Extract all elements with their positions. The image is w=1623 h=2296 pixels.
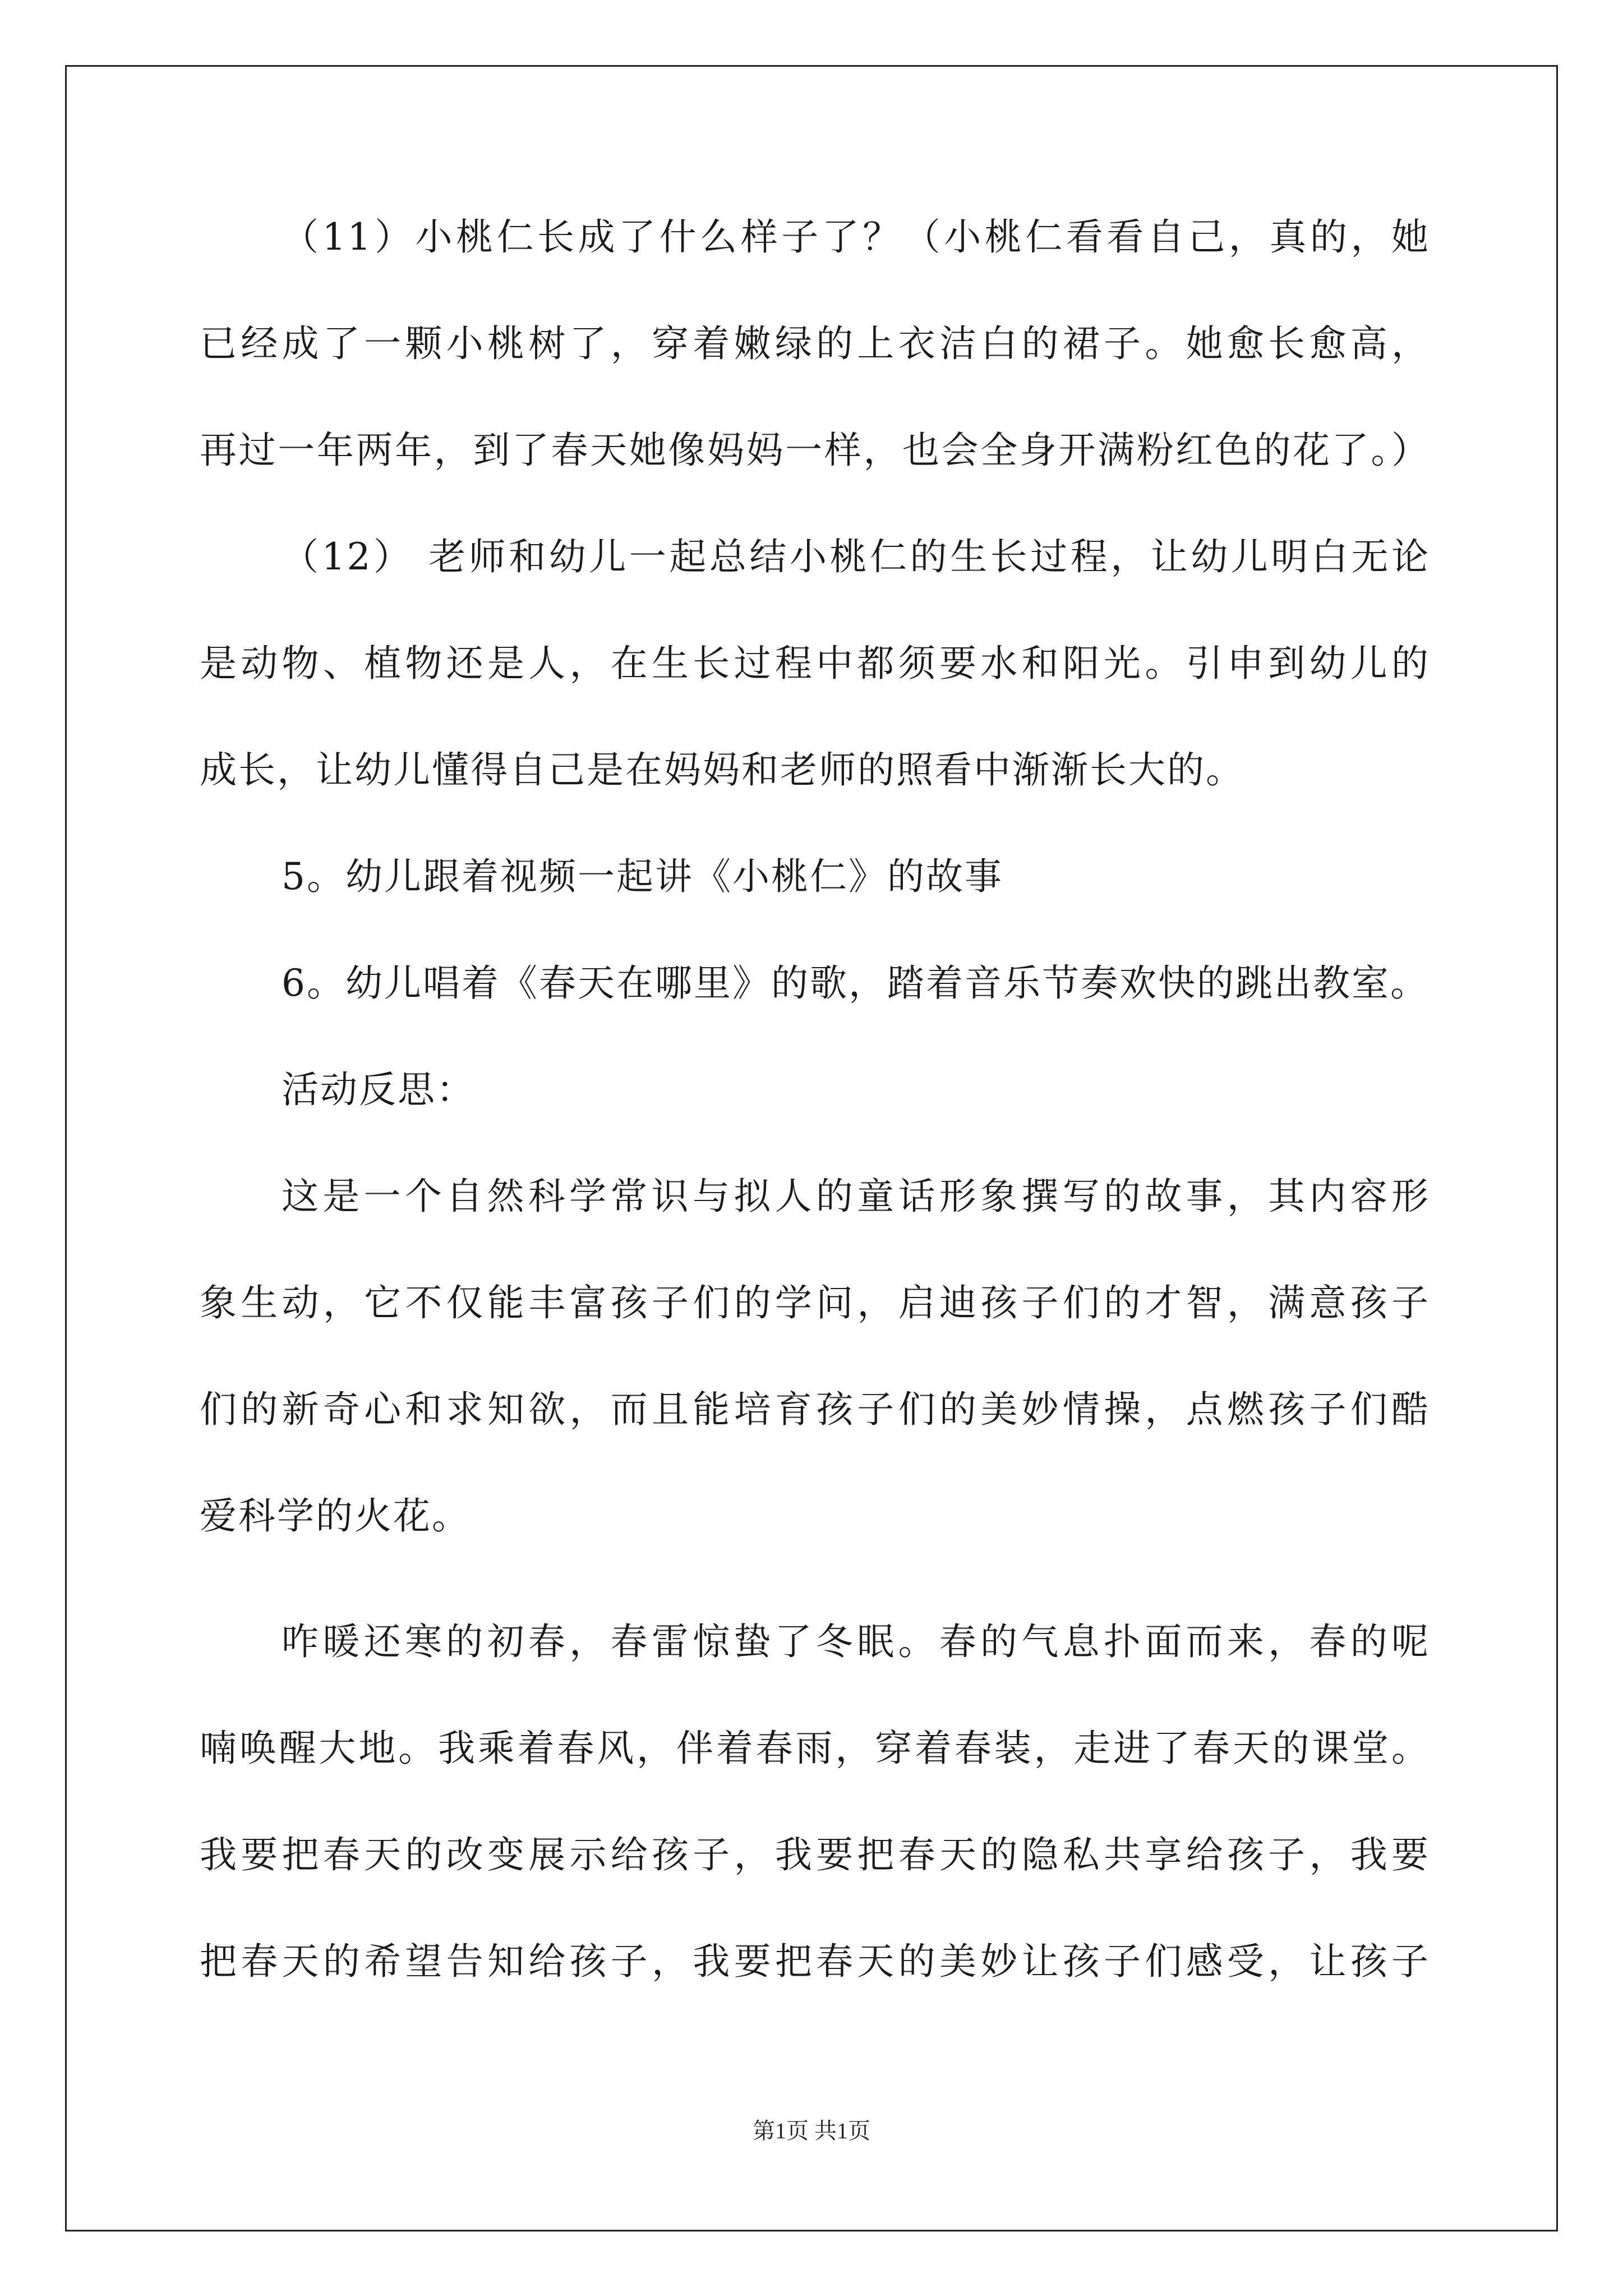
body-line: 成长，让幼儿懂得自己是在妈妈和老师的照看中渐渐长大的。 [200, 748, 1244, 792]
body-line: 们的新奇心和求知欲，而且能培育孩子们的美妙情操，点燃孩子们酷 [200, 1388, 1430, 1431]
section-heading: 活动反思： [282, 1068, 475, 1111]
body-line: 喃唤醒大地。我乘着春风，伴着春雨，穿着春装，走进了春天的课堂。 [200, 1727, 1430, 1770]
body-line: 是动物、植物还是人，在生长过程中都须要水和阳光。引申到幼儿的 [200, 642, 1430, 685]
body-line: 再过一年两年，到了春天她像妈妈一样，也会全身开满粉红色的花了。） [200, 429, 1430, 472]
body-line: （12） 老师和幼儿一起总结小桃仁的生长过程，让幼儿明白无论 [282, 535, 1430, 578]
body-line: 咋暖还寒的初春，春雷惊蛰了冬眠。春的气息扑面而来，春的呢 [282, 1620, 1430, 1663]
body-line: 象生动，它不仅能丰富孩子们的学问，启迪孩子们的才智，满意孩子 [200, 1281, 1430, 1324]
body-line: 5。幼儿跟着视频一起讲《小桃仁》的故事 [282, 855, 1003, 898]
body-line: 已经成了一颗小桃树了，穿着嫩绿的上衣洁白的裙子。她愈长愈高， [200, 322, 1430, 365]
body-line: 我要把春天的改变展示给孩子，我要把春天的隐私共享给孩子，我要 [200, 1833, 1430, 1876]
body-line: （11）小桃仁长成了什么样子了？（小桃仁看看自己，真的，她 [282, 215, 1430, 259]
body-line: 把春天的希望告知给孩子，我要把春天的美妙让孩子们感受，让孩子 [200, 1940, 1430, 1983]
body-line: 爱科学的火花。 [200, 1494, 471, 1538]
body-line: 这是一个自然科学常识与拟人的童话形象撰写的故事，其内容形 [282, 1175, 1430, 1218]
body-line: 6。幼儿唱着《春天在哪里》的歌，踏着音乐节奏欢快的跳出教室。 [282, 961, 1429, 1005]
document-body [200, 215, 1430, 2050]
page-footer: 第1页 共1页 [753, 2118, 870, 2143]
